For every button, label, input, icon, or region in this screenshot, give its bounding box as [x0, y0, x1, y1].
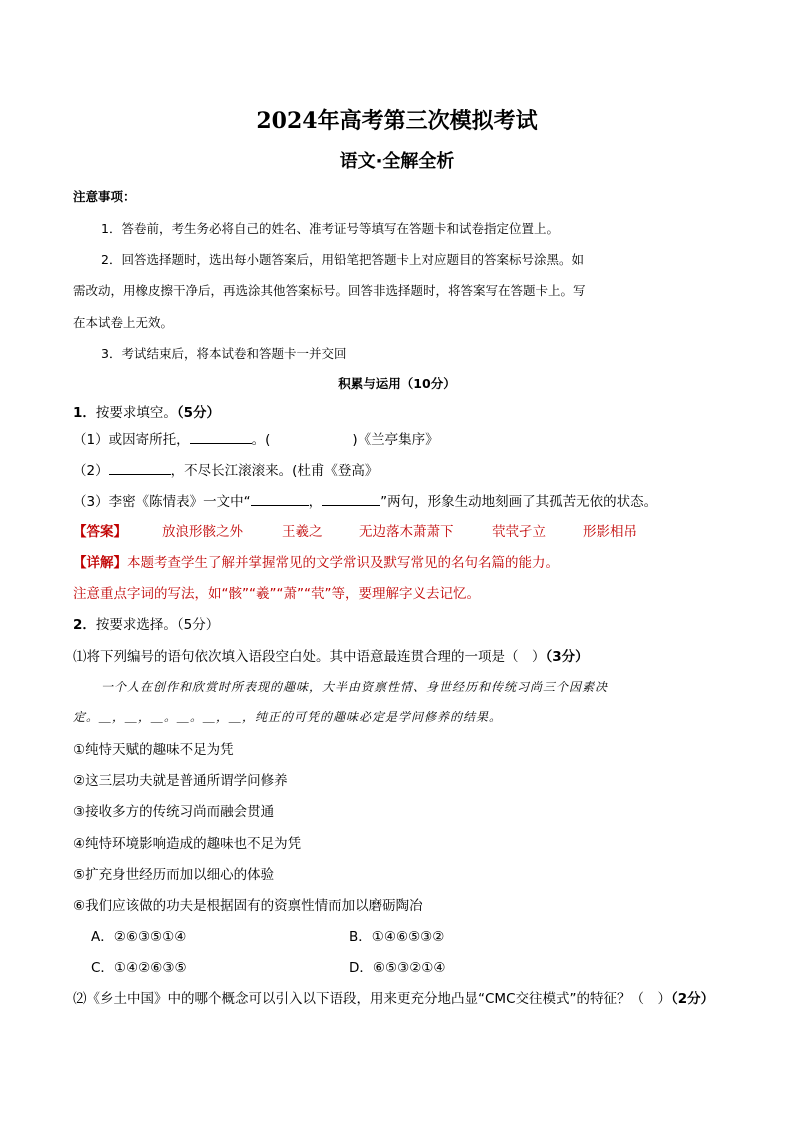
notice-item-1: 1．答卷前，考生务必将自己的姓名、准考证号等填写在答题卡和试卷指定位置上。 — [101, 221, 559, 236]
q1-sub-1-pre: （1）或因寄所托， — [73, 432, 190, 448]
notice-item-3: 3．考试结束后，将本试卷和答题卡一并交回 — [101, 346, 347, 361]
q2-text: 按要求选择。（5分） — [95, 617, 220, 633]
answer-4: 茕茕孑立 — [492, 524, 546, 540]
q2-sub-2-stem — [73, 987, 714, 1007]
q1-sub-1-post: )《兰亭集序》 — [352, 432, 439, 448]
q1-sub-3-post: ”两句，形象生动地刻画了其孤苦无依的状态。 — [380, 494, 658, 510]
detail-note: 注意重点字词的写法，如“骸”“羲”“萧”“茕”等，要理解字义去记忆。 — [73, 586, 480, 602]
list-item: ⑤扩充身世经历而加以细心的体验 — [73, 867, 275, 883]
q2-sub-2-score: （2分） — [671, 991, 715, 1007]
list-item: ⑥我们应该做的功夫是根据固有的资禀性情而加以磨砺陶冶 — [73, 898, 423, 914]
q2-stem — [73, 613, 219, 633]
q1-sub-3-pre: （3）李密《陈情表》一文中“ — [73, 494, 251, 510]
page-title: 2024年高考第三次模拟考试 — [256, 108, 538, 134]
list-item: ③接收多方的传统习尚而融会贯通 — [73, 804, 275, 820]
notice-item-2-line-1: 2．回答选择题时，选出每小题答案后，用铅笔把答题卡上对应题目的答案标号涂黑。如 — [101, 252, 584, 267]
answer-label: 【答案】 — [73, 524, 127, 540]
notice-heading: 注意事项： — [73, 189, 136, 204]
list-item: ④纯恃环境影响造成的趣味也不足为凭 — [73, 836, 302, 852]
q1-stem — [73, 401, 220, 421]
detail-label: 【详解】 — [73, 555, 127, 571]
detail-text: 本题考查学生了解并掌握常见的文学常识及默写常见的名句名篇的能力。 — [127, 555, 559, 571]
option-a[interactable]: A．②⑥③⑤①④ — [91, 929, 187, 945]
detail — [73, 551, 559, 571]
answer-5: 形影相吊 — [583, 524, 637, 540]
notice-item-2-line-2: 需改动，用橡皮擦干净后，再选涂其他答案标号。回答非选择题时，将答案写在答题卡上。写 — [73, 283, 586, 298]
page-subtitle: 语文·全解全析 — [339, 151, 455, 172]
notice-item-2-line-3: 在本试卷上无效。 — [73, 315, 174, 330]
q2-sub-1-stem — [73, 645, 589, 665]
q2-sub-1-text: ⑴将下列编号的语句依次填入语段空白处。其中语意最连贯合理的一项是（ ） — [73, 649, 546, 665]
answer-3: 无边落木萧萧下 — [359, 524, 454, 540]
q1-blank-2[interactable] — [109, 461, 171, 475]
q1-sub-1-mid: 。( — [251, 432, 271, 448]
list-item: ①纯恃天赋的趣味不足为凭 — [73, 742, 234, 758]
q1-sub-1 — [73, 428, 439, 448]
q1-blank-3[interactable] — [251, 492, 309, 506]
option-b[interactable]: B．①④⑥⑤③② — [349, 929, 445, 945]
q1-text: 按要求填空。 — [95, 405, 177, 421]
list-item: ②这三层功夫就是普通所谓学问修养 — [73, 773, 288, 789]
q2-number: 2． — [73, 617, 96, 633]
answer-2: 王羲之 — [282, 524, 323, 540]
q1-blank-1[interactable] — [190, 430, 252, 444]
q1-sub-2 — [73, 459, 378, 479]
option-c[interactable]: C．①④②⑥③⑤ — [91, 960, 187, 976]
q1-sub-2-pre: （2） — [73, 463, 109, 479]
passage-line-2: 定。＿，＿，＿。＿。＿，＿，纯正的可凭的趣味必定是学问修养的结果。 — [73, 710, 503, 724]
q2-sub-1-score: （3分） — [545, 649, 589, 665]
passage-line-1: 一个人在创作和欣赏时所表现的趣味，大半由资禀性情、身世经历和传统习尚三个因素决 — [101, 680, 609, 694]
q2-sub-2-text: ⑵《乡土中国》中的哪个概念可以引入以下语段，用来更充分地凸显“CMC交往模式”的特征？（ ） — [73, 991, 671, 1007]
q1-sub-2-post: ，不尽长江滚滚来。(杜甫《登高》 — [170, 463, 379, 479]
option-d[interactable]: D．⑥⑤③②①④ — [349, 960, 446, 976]
q1-blank-4[interactable] — [322, 492, 380, 506]
q1-sub-3 — [73, 490, 657, 510]
answer-1: 放浪形骸之外 — [162, 524, 243, 540]
q1-number: 1． — [73, 405, 96, 421]
q1-sub-3-comma: ， — [308, 494, 323, 510]
section-heading: 积累与运用（10分） — [338, 376, 456, 391]
q1-score: （5分） — [176, 405, 221, 421]
